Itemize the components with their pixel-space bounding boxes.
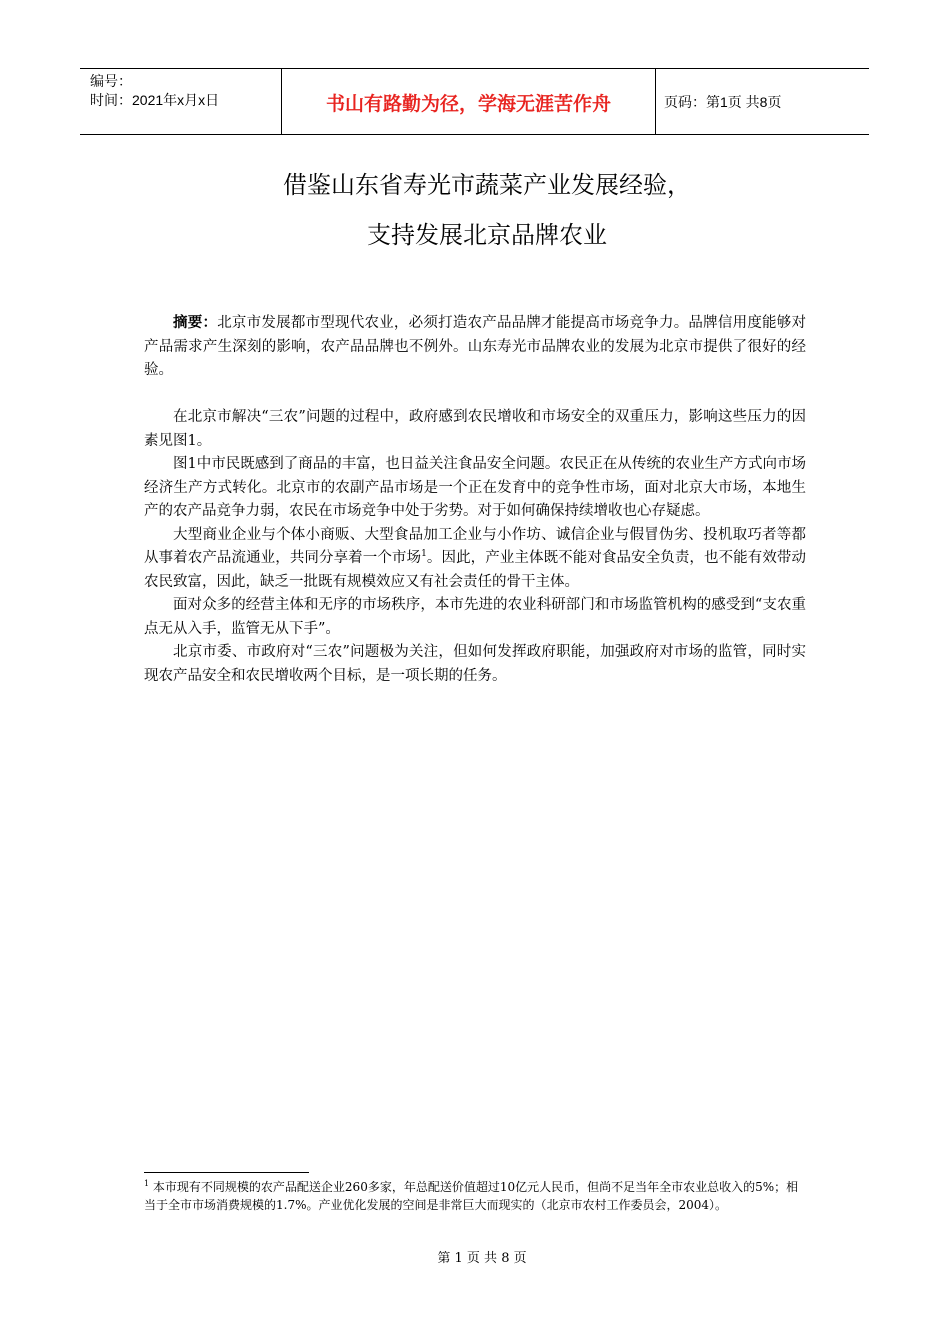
- footnote: [144, 1178, 809, 1214]
- paragraph-3: [144, 524, 806, 595]
- abstract: [144, 311, 806, 383]
- document-title-line-2: 支持发展北京品牌农业: [367, 221, 607, 249]
- document-header: [80, 68, 869, 135]
- footnote-text: 本市现有不同规模的农产品配送企业260多家，年总配送价值超过10亿元人民币，但尚不足当年全市农业总收入的5%；相当于全市市场消费规模的1.7%。产业优化发展的空间是非常巨大而现实的（北京市农村工作委员会，2004）。: [144, 1180, 799, 1212]
- document-title-line-1: 借鉴山东省寿光市蔬菜产业发展经验，: [283, 171, 691, 199]
- paragraph-3-part-b: 。因此，产业主体既不能对食品安全负责，也不能有效带动农民致富，因此，缺乏一批既有规模效应又有社会责任的骨干主体。: [144, 550, 807, 590]
- footnote-divider: [144, 1172, 309, 1173]
- paragraph-2: 图1中市民既感到了商品的丰富，也日益关注食品安全问题。农民正在从传统的农业生产方式向市场经济生产方式转化。北京市的农副产品市场是一个正在发育中的竞争性市场，面对北京大市场，本地生产的农产品竞争力弱，农民在市场竞争中处于劣势。对于如何确保持续增收也心存疑虑。: [144, 456, 806, 519]
- date-label: 时间：2021年x月x日: [90, 92, 220, 108]
- footnote-reference[interactable]: 1: [421, 549, 427, 560]
- header-motto: 书山有路勤为径，学海无涯苦作舟: [281, 69, 656, 134]
- abstract-text: 北京市发展都市型现代农业，必须打造农产品品牌才能提高市场竞争力。品牌信用度能够对产品需求产生深刻的影响，农产品品牌也不例外。山东寿光市品牌农业的发展为北京市提供了很好的经验。: [144, 315, 807, 378]
- paragraph-3-part-a: 大型商业企业与个体小商贩、大型食品加工企业与小作坊、诚信企业与假冒伪劣、投机取巧者等都从事着农产品流通业，共同分享着一个市场: [144, 526, 806, 566]
- page-footer: 第 1 页 共 8 页: [437, 1251, 527, 1266]
- header-page-info: 页码：第1页 共8页: [664, 93, 782, 110]
- main-body: [144, 406, 806, 688]
- paragraph-5: 北京市委、市政府对“三农”问题极为关注，但如何发挥政府职能，加强政府对市场的监管，同时实现农产品安全和农民增收两个目标，是一项长期的任务。: [144, 644, 806, 684]
- abstract-label: 摘要：: [173, 314, 218, 331]
- footnote-marker: 1: [144, 1179, 150, 1188]
- number-label: 编号：: [90, 73, 132, 89]
- header-meta: [80, 69, 281, 134]
- paragraph-4: 面对众多的经营主体和无序的市场秩序，本市先进的农业科研部门和市场监管机构的感受到“支农重点无从入手，监管无从下手”。: [144, 597, 806, 637]
- paragraph-1: 在北京市解决“三农”问题的过程中，政府感到农民增收和市场安全的双重压力，影响这些压力的因素见图1。: [144, 409, 806, 449]
